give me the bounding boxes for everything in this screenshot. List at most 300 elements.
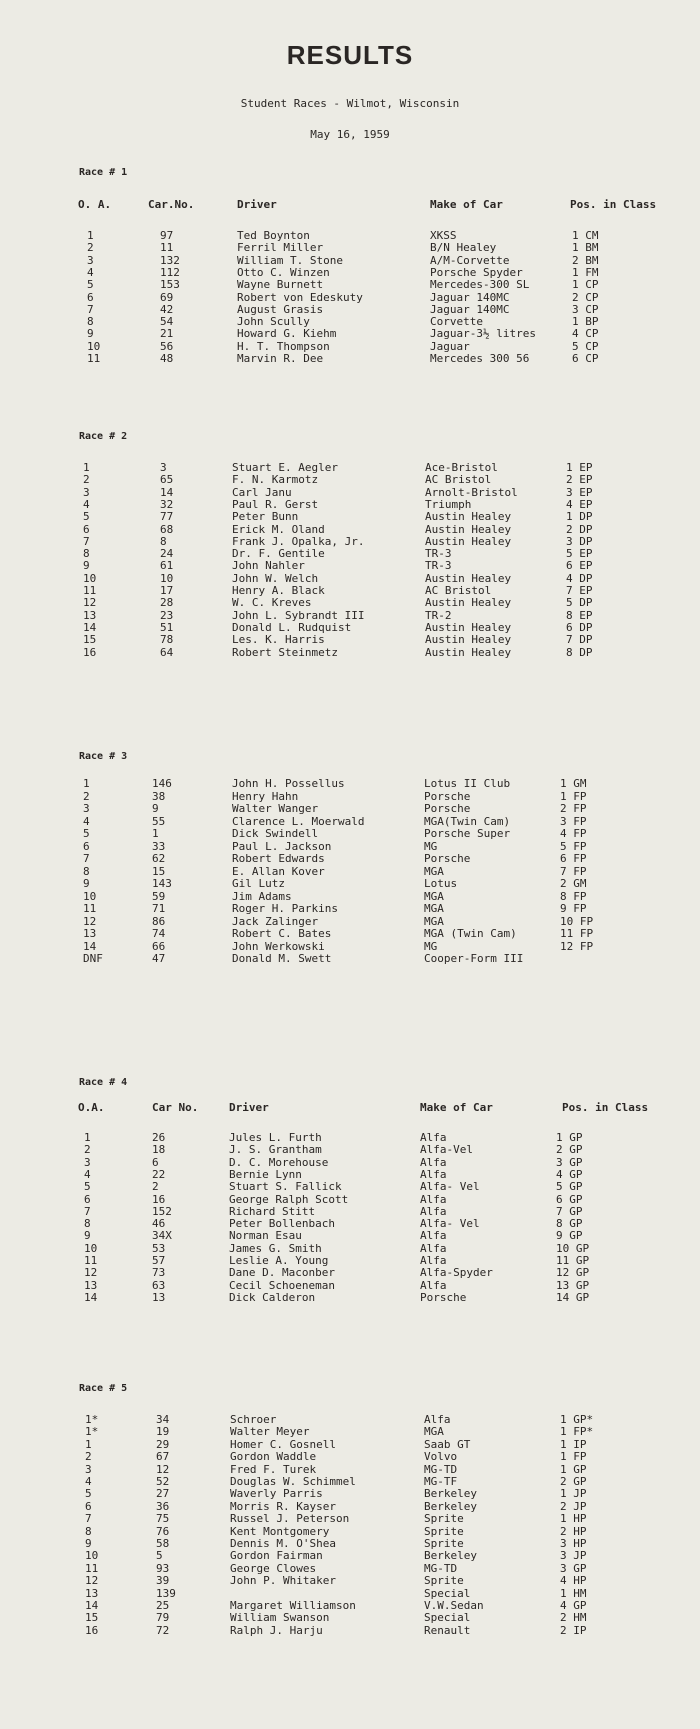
overall-position: 9 xyxy=(83,877,90,890)
class-position: 1 DP xyxy=(566,510,593,524)
driver-name: Dr. F. Gentile xyxy=(232,547,325,561)
class-position: 6 GP xyxy=(556,1192,583,1206)
overall-position: 16 xyxy=(83,645,97,659)
overall-position: 8 xyxy=(83,547,90,561)
driver-name: E. Allan Kover xyxy=(232,864,325,878)
overall-position: 5 xyxy=(83,827,90,840)
car-number: 64 xyxy=(160,645,174,659)
header-car-no: Car No. xyxy=(152,1101,199,1114)
car-number: 42 xyxy=(160,302,174,316)
overall-position: 11 xyxy=(83,902,97,915)
car-make: Alfa-Spyder xyxy=(420,1266,493,1280)
overall-position: 8 xyxy=(87,315,94,329)
driver-name: Frank J. Opalka, Jr. xyxy=(232,534,365,548)
driver-name: Richard Stitt xyxy=(229,1204,316,1218)
car-make: Porsche xyxy=(424,789,471,803)
car-number: 57 xyxy=(152,1254,166,1267)
car-make: Porsche Super xyxy=(424,827,511,840)
driver-name: Gordon Waddle xyxy=(230,1450,317,1464)
overall-position: 12 xyxy=(83,596,97,610)
car-make: Austin Healey xyxy=(425,534,512,548)
class-position: 3 EP xyxy=(566,485,593,499)
driver-name: Marvin R. Dee xyxy=(237,352,324,365)
class-position: 9 FP xyxy=(560,902,587,915)
car-number: 74 xyxy=(152,927,166,940)
class-position: 6 DP xyxy=(566,620,593,634)
car-make: MGA xyxy=(424,1425,444,1439)
car-make: Alfa xyxy=(420,1241,447,1255)
driver-name: John Werkowski xyxy=(232,939,325,953)
table-row xyxy=(0,1624,700,1638)
overall-position: 13 xyxy=(85,1586,99,1600)
car-number: 65 xyxy=(160,473,174,487)
overall-position: 3 xyxy=(83,485,90,499)
overall-position: 4 xyxy=(87,265,94,279)
driver-name: Peter Bollenbach xyxy=(229,1217,335,1231)
class-position: 4 HP xyxy=(560,1574,587,1588)
class-position: 4 GP xyxy=(560,1599,587,1612)
car-number: 27 xyxy=(156,1487,170,1501)
event-date: May 16, 1959 xyxy=(310,128,390,141)
overall-position: 1 xyxy=(85,1437,92,1451)
car-make: MGA xyxy=(424,889,444,903)
overall-position: 3 xyxy=(83,802,90,815)
driver-name: Dick Swindell xyxy=(232,827,319,840)
car-make: MG-TD xyxy=(424,1462,458,1476)
class-position: 6 FP xyxy=(560,852,587,865)
class-position: 2 GP xyxy=(560,1475,587,1488)
car-number: 25 xyxy=(156,1599,170,1612)
car-number: 66 xyxy=(152,939,166,953)
driver-name: John P. Whitaker xyxy=(230,1574,336,1588)
car-number: 19 xyxy=(156,1425,170,1439)
overall-position: 3 xyxy=(87,253,94,267)
overall-position: 5 xyxy=(84,1180,91,1194)
car-make: Arnolt-Bristol xyxy=(425,485,518,499)
class-position: 1 EP xyxy=(566,461,593,474)
car-number: 79 xyxy=(156,1611,170,1625)
driver-name: Gil Lutz xyxy=(232,877,285,890)
car-make: MG-TF xyxy=(424,1475,458,1488)
class-position: 10 FP xyxy=(560,914,594,928)
car-number: 29 xyxy=(156,1437,170,1451)
overall-position: 15 xyxy=(83,633,97,647)
car-number: 6 xyxy=(152,1155,159,1169)
overall-position: 1 xyxy=(83,777,90,790)
overall-position: 10 xyxy=(87,339,101,353)
driver-name: W. C. Kreves xyxy=(232,596,312,610)
class-position: 2 FP xyxy=(560,802,587,815)
car-make: Ace-Bristol xyxy=(425,461,498,474)
driver-name: Fred F. Turek xyxy=(230,1462,317,1476)
car-number: 3 xyxy=(160,461,167,474)
car-number: 14 xyxy=(160,485,174,499)
race-label: Race # 1 xyxy=(79,167,128,178)
car-number: 17 xyxy=(160,584,174,597)
class-position: 8 EP xyxy=(566,608,593,622)
car-number: 76 xyxy=(156,1524,170,1538)
car-number: 16 xyxy=(152,1192,166,1206)
car-make: Sprite xyxy=(424,1512,464,1526)
overall-position: 6 xyxy=(83,522,90,536)
class-position: 3 DP xyxy=(566,534,593,548)
car-number: 62 xyxy=(152,852,166,865)
overall-position: 11 xyxy=(87,352,101,365)
class-position: 3 GP xyxy=(556,1155,583,1169)
overall-position: 10 xyxy=(83,889,97,903)
class-position: 5 DP xyxy=(566,596,593,610)
overall-position: 12 xyxy=(83,914,97,928)
car-make: Special xyxy=(424,1586,471,1600)
driver-name: Bernie Lynn xyxy=(229,1167,302,1181)
driver-name: Margaret Williamson xyxy=(230,1599,356,1612)
class-position: 12 FP xyxy=(560,939,594,953)
driver-name: Jules L. Furth xyxy=(229,1131,322,1144)
driver-name: John W. Welch xyxy=(232,571,319,585)
driver-name: John H. Possellus xyxy=(232,777,345,790)
driver-name: Jim Adams xyxy=(232,889,292,903)
car-make: Berkeley xyxy=(424,1487,477,1501)
driver-name: Stuart S. Fallick xyxy=(229,1180,342,1194)
car-make: Jaguar 140MC xyxy=(430,290,510,304)
table-header xyxy=(0,1101,700,1115)
overall-position: 7 xyxy=(87,302,94,316)
class-position: 7 FP xyxy=(560,864,587,878)
table-row xyxy=(0,352,700,366)
overall-position: 2 xyxy=(84,1143,91,1157)
overall-position: 13 xyxy=(83,927,97,940)
overall-position: 4 xyxy=(85,1475,92,1488)
driver-name: Ralph J. Harju xyxy=(230,1623,323,1637)
car-make: MG xyxy=(424,839,438,853)
driver-name: Peter Bunn xyxy=(232,510,299,524)
overall-position: 7 xyxy=(84,1204,91,1218)
driver-name: Waverly Parris xyxy=(230,1487,323,1501)
overall-position: 14 xyxy=(84,1290,98,1304)
overall-position: DNF xyxy=(83,952,103,965)
car-number: 21 xyxy=(160,327,174,341)
overall-position: 2 xyxy=(83,473,90,487)
overall-position: 10 xyxy=(85,1549,99,1563)
driver-name: Norman Esau xyxy=(229,1229,302,1243)
overall-position: 4 xyxy=(83,814,90,828)
car-make: Jaguar-3½ litres xyxy=(430,327,536,341)
car-number: 68 xyxy=(160,522,174,536)
car-number: 34 xyxy=(156,1413,170,1426)
driver-name: Homer C. Gosnell xyxy=(230,1437,336,1451)
car-number: 18 xyxy=(152,1143,166,1157)
driver-name: Robert C. Bates xyxy=(232,927,332,940)
driver-name: Walter Wanger xyxy=(232,802,319,815)
car-make: XKSS xyxy=(430,229,457,242)
driver-name: August Grasis xyxy=(237,302,324,316)
class-position: 3 FP xyxy=(560,814,587,828)
class-position: 3 JP xyxy=(560,1549,587,1563)
overall-position: 1* xyxy=(85,1413,99,1426)
overall-position: 1 xyxy=(87,229,94,242)
car-number: 56 xyxy=(160,339,174,353)
overall-position: 11 xyxy=(84,1254,98,1267)
car-number: 63 xyxy=(152,1278,166,1292)
overall-position: 9 xyxy=(87,327,94,341)
driver-name: Robert von Edeskuty xyxy=(237,290,363,304)
car-number: 10 xyxy=(160,571,174,585)
car-make: Alfa xyxy=(420,1204,447,1218)
overall-position: 11 xyxy=(83,584,97,597)
driver-name: Dick Calderon xyxy=(229,1290,316,1304)
car-number: 139 xyxy=(156,1586,176,1600)
car-number: 2 xyxy=(152,1180,159,1194)
overall-position: 2 xyxy=(83,789,90,803)
driver-name: Leslie A. Young xyxy=(229,1254,329,1267)
class-position: 12 GP xyxy=(556,1266,590,1280)
class-position: 1 GP xyxy=(556,1131,583,1144)
class-position: 14 GP xyxy=(556,1290,590,1304)
overall-position: 1 xyxy=(84,1131,91,1144)
class-position: 3 CP xyxy=(572,302,599,316)
overall-position: 6 xyxy=(84,1192,91,1206)
driver-name: John L. Sybrandt III xyxy=(232,608,365,622)
class-position: 4 GP xyxy=(556,1167,583,1181)
car-number: 12 xyxy=(156,1462,170,1476)
class-position: 2 DP xyxy=(566,522,593,536)
driver-name: James G. Smith xyxy=(229,1241,322,1255)
overall-position: 5 xyxy=(87,278,94,292)
class-position: 2 JP xyxy=(560,1499,587,1513)
overall-position: 13 xyxy=(84,1278,98,1292)
class-position: 5 CP xyxy=(572,339,599,353)
car-make: B/N Healey xyxy=(430,241,497,255)
car-number: 153 xyxy=(160,278,180,292)
driver-name: Henry A. Black xyxy=(232,584,325,597)
car-make: Alfa xyxy=(420,1131,447,1144)
car-number: 54 xyxy=(160,315,174,329)
overall-position: 11 xyxy=(85,1561,99,1575)
car-number: 71 xyxy=(152,902,166,915)
car-number: 58 xyxy=(156,1537,170,1550)
car-number: 1 xyxy=(152,827,159,840)
car-number: 36 xyxy=(156,1499,170,1513)
driver-name: D. C. Morehouse xyxy=(229,1155,329,1169)
overall-position: 2 xyxy=(87,241,94,255)
car-number: 39 xyxy=(156,1574,170,1588)
class-position: 1 BM xyxy=(572,241,599,255)
header-oa: O.A. xyxy=(78,1101,105,1114)
driver-name: George Ralph Scott xyxy=(229,1192,349,1206)
class-position: 2 GP xyxy=(556,1143,583,1157)
car-make: MG xyxy=(424,939,438,953)
class-position: 7 EP xyxy=(566,584,593,597)
car-number: 146 xyxy=(152,777,172,790)
car-make: Saab GT xyxy=(424,1437,471,1451)
driver-name: George Clowes xyxy=(230,1561,317,1575)
overall-position: 6 xyxy=(87,290,94,304)
driver-name: Douglas W. Schimmel xyxy=(230,1475,356,1488)
class-position: 4 FP xyxy=(560,827,587,840)
overall-position: 8 xyxy=(83,864,90,878)
car-number: 8 xyxy=(160,534,167,548)
car-number: 53 xyxy=(152,1241,166,1255)
driver-name: John Nahler xyxy=(232,559,305,573)
class-position: 1 HP xyxy=(560,1512,587,1526)
car-make: A/M-Corvette xyxy=(430,253,510,267)
class-position: 5 GP xyxy=(556,1180,583,1194)
class-position: 1 IP xyxy=(560,1437,587,1451)
car-make: Alfa xyxy=(420,1254,447,1267)
car-make: Cooper-Form III xyxy=(424,952,524,965)
overall-position: 5 xyxy=(83,510,90,524)
class-position: 5 EP xyxy=(566,547,593,561)
car-number: 77 xyxy=(160,510,174,524)
driver-name: Donald L. Rudquist xyxy=(232,620,352,634)
car-number: 78 xyxy=(160,633,174,647)
overall-position: 8 xyxy=(85,1524,92,1538)
driver-name: Morris R. Kayser xyxy=(230,1499,336,1513)
car-number: 55 xyxy=(152,814,166,828)
car-make: Alfa xyxy=(420,1155,447,1169)
car-number: 52 xyxy=(156,1475,170,1488)
car-number: 67 xyxy=(156,1450,170,1464)
driver-name: J. S. Grantham xyxy=(229,1143,322,1157)
driver-name: Cecil Schoeneman xyxy=(229,1278,335,1292)
class-position: 4 EP xyxy=(566,497,593,511)
car-number: 46 xyxy=(152,1217,166,1231)
overall-position: 6 xyxy=(83,839,90,853)
car-make: Alfa xyxy=(424,1413,451,1426)
header-pos: Pos. in Class xyxy=(570,198,657,211)
driver-name: Carl Janu xyxy=(232,485,292,499)
class-position: 2 BM xyxy=(572,253,599,267)
header-oa: O. A. xyxy=(78,198,112,211)
header-make: Make of Car xyxy=(420,1101,493,1114)
car-make: Alfa xyxy=(420,1167,447,1181)
car-make: Mercedes 300 56 xyxy=(430,352,530,365)
car-number: 112 xyxy=(160,265,180,279)
car-number: 26 xyxy=(152,1131,166,1144)
driver-name: Ferril Miller xyxy=(237,241,324,255)
car-make: Porsche xyxy=(424,852,471,865)
driver-name: Russel J. Peterson xyxy=(230,1512,350,1526)
driver-name: Otto C. Winzen xyxy=(237,265,330,279)
car-number: 97 xyxy=(160,229,174,242)
car-number: 93 xyxy=(156,1561,170,1575)
class-position: 2 CP xyxy=(572,290,599,304)
class-position: 1 FM xyxy=(572,265,599,279)
car-make: Lotus II Club xyxy=(424,777,511,790)
car-make: Alfa xyxy=(420,1278,447,1292)
car-number: 69 xyxy=(160,290,174,304)
driver-name: Dane D. Maconber xyxy=(229,1266,335,1280)
car-number: 9 xyxy=(152,802,159,815)
car-make: AC Bristol xyxy=(425,473,492,487)
class-position: 1 FP xyxy=(560,789,587,803)
class-position: 8 FP xyxy=(560,889,587,903)
car-number: 24 xyxy=(160,547,174,561)
header-car-no: Car.No. xyxy=(148,198,195,211)
car-number: 32 xyxy=(160,497,174,511)
overall-position: 7 xyxy=(85,1512,92,1526)
overall-position: 14 xyxy=(83,939,97,953)
driver-name: H. T. Thompson xyxy=(237,339,330,353)
driver-name: F. N. Karmotz xyxy=(232,473,319,487)
class-position: 1 GP* xyxy=(560,1413,594,1426)
overall-position: 10 xyxy=(84,1241,98,1255)
race-label: Race # 4 xyxy=(79,1077,128,1088)
car-make: MGA xyxy=(424,902,444,915)
car-make: Renault xyxy=(424,1623,471,1637)
class-position: 3 HP xyxy=(560,1537,587,1550)
car-make: Austin Healey xyxy=(425,633,512,647)
class-position: 1 BP xyxy=(572,315,599,329)
car-number: 11 xyxy=(160,241,174,255)
driver-name: Dennis M. O'Shea xyxy=(230,1537,336,1550)
driver-name: Walter Meyer xyxy=(230,1425,310,1439)
class-position: 1 GP xyxy=(560,1462,587,1476)
overall-position: 4 xyxy=(84,1167,91,1181)
class-position: 2 HM xyxy=(560,1611,587,1625)
driver-name: Stuart E. Aegler xyxy=(232,461,338,474)
header-driver: Driver xyxy=(237,198,277,211)
car-number: 28 xyxy=(160,596,174,610)
car-make: Lotus xyxy=(424,877,458,890)
header-pos: Pos. in Class xyxy=(562,1101,649,1114)
class-position: 4 CP xyxy=(572,327,599,341)
overall-position: 5 xyxy=(85,1487,92,1501)
car-make: Porsche Spyder xyxy=(430,265,523,279)
class-position: 3 GP xyxy=(560,1561,587,1575)
driver-name: William Swanson xyxy=(230,1611,330,1625)
race-label: Race # 2 xyxy=(79,431,128,442)
class-position: 7 DP xyxy=(566,633,593,647)
overall-position: 12 xyxy=(85,1574,99,1588)
car-make: TR-2 xyxy=(425,608,452,622)
driver-name: John Scully xyxy=(237,315,310,329)
overall-position: 12 xyxy=(84,1266,98,1280)
class-position: 2 IP xyxy=(560,1623,587,1637)
driver-name: Robert Steinmetz xyxy=(232,645,338,659)
overall-position: 6 xyxy=(85,1499,92,1513)
car-make: Special xyxy=(424,1611,471,1625)
class-position: 2 HP xyxy=(560,1524,587,1538)
car-number: 22 xyxy=(152,1167,166,1181)
car-number: 72 xyxy=(156,1623,170,1637)
driver-name: Gordon Fairman xyxy=(230,1549,323,1563)
driver-name: Kent Montgomery xyxy=(230,1524,330,1538)
car-number: 86 xyxy=(152,914,166,928)
car-make: MG-TD xyxy=(424,1561,458,1575)
car-make: MGA(Twin Cam) xyxy=(424,814,511,828)
overall-position: 14 xyxy=(83,620,97,634)
class-position: 13 GP xyxy=(556,1278,590,1292)
overall-position: 4 xyxy=(83,497,90,511)
overall-position: 1 xyxy=(83,461,90,474)
car-make: Alfa xyxy=(420,1229,447,1243)
page-title: RESULTS xyxy=(286,40,414,70)
overall-position: 9 xyxy=(85,1537,92,1550)
car-make: TR-3 xyxy=(425,559,452,573)
class-position: 6 CP xyxy=(572,352,599,365)
class-position: 2 GM xyxy=(560,877,587,890)
driver-name: Paul L. Jackson xyxy=(232,839,332,853)
car-make: Triumph xyxy=(425,497,472,511)
overall-position: 3 xyxy=(84,1155,91,1169)
car-make: Corvette xyxy=(430,315,483,329)
class-position: 6 EP xyxy=(566,559,593,573)
car-make: Porsche xyxy=(420,1290,467,1304)
driver-name: Donald M. Swett xyxy=(232,952,332,965)
car-number: 47 xyxy=(152,952,166,965)
car-make: Jaguar 140MC xyxy=(430,302,510,316)
